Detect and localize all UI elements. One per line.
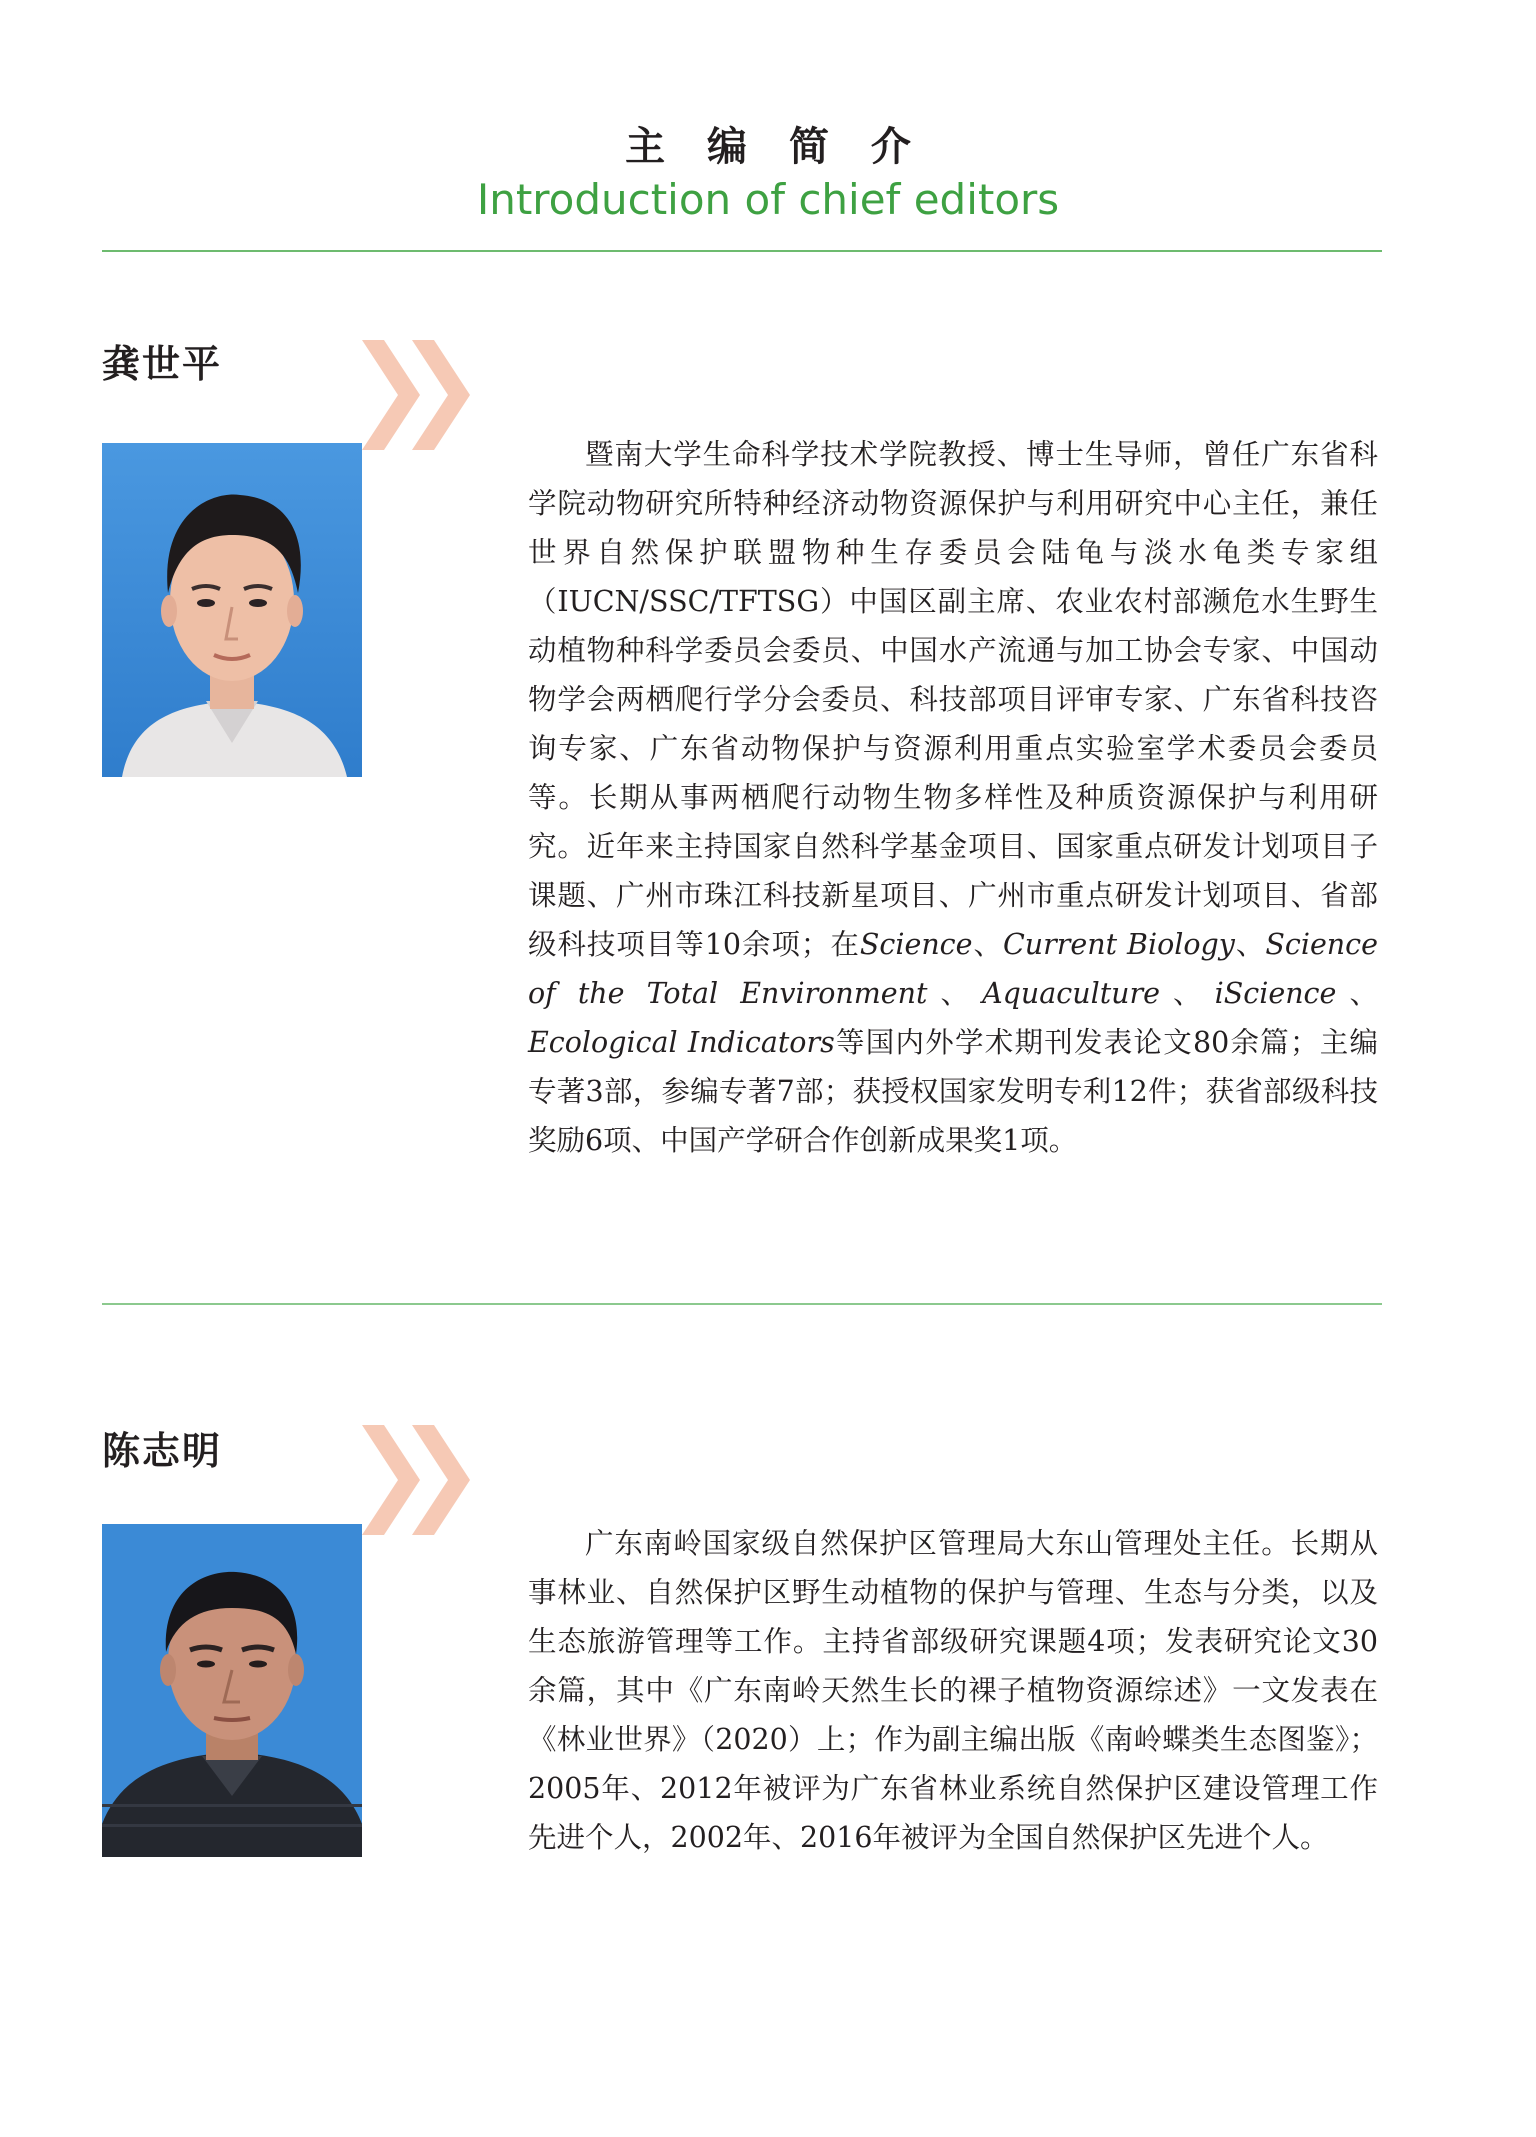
header-divider xyxy=(102,250,1382,252)
bio-text: 、 xyxy=(1160,977,1215,1010)
editor-name: 陈志明 xyxy=(102,1428,223,1473)
editor-bio xyxy=(528,430,1378,1165)
editor-photo xyxy=(102,1524,362,1857)
bio-text: 、 xyxy=(1336,977,1378,1010)
bio-text: 、 xyxy=(1234,928,1266,961)
editor-photo xyxy=(102,443,362,777)
editor-name: 龚世平 xyxy=(102,341,223,386)
editor-bio xyxy=(528,1519,1378,1862)
bio-text: 等国内外学术期刊发表论文80余篇；主编专著3部，参编专著7部；获授权国家发明专利12件；获省部级科技奖励6项、中国产学研合作创新成果奖1项。 xyxy=(528,1026,1378,1157)
bio-text: 暨南大学生命科学技术学院教授、博士生导师，曾任广东省科学院动物研究所特种经济动物资源保护与利用研究中心主任，兼任世界自然保护联盟物种生存委员会陆龟与淡水龟类专家组（IUCN/SSC/TFTSG）中国区副主席、农业农村部濒危水生野生动植物种科学委员会委员、中国水产流通与加工协会专家、中国动物学会两栖爬行学分会委员、科技部项目评审专家、广东省科技咨询专家、广东省动物保护与资源利用重点实验室学术委员会委员等。长期从事两栖爬行动物生物多样性及种质资源保护与利用研究。近年来主持国家自然科学基金项目、国家重点研发计划项目子课题、广州市珠江科技新星项目、广州市重点研发计划项目、省部级科技项目等10余项；在 xyxy=(528,438,1378,961)
bio-text: 广东南岭国家级自然保护区管理局大东山管理处主任。长期从事林业、自然保护区野生动植物的保护与管理、生态与分类，以及生态旅游管理等工作。主持省部级研究课题4项；发表研究论文30余篇，其中《广东南岭天然生长的裸子植物资源综述》一文发表在《林业世界》（2020）上；作为副主编出版《南岭蝶类生态图鉴》；2005年、2012年被评为广东省林业系统自然保护区建设管理工作先进个人，2002年、2016年被评为全国自然保护区先进个人。 xyxy=(528,1527,1378,1854)
journal-name: Current Biology xyxy=(1002,928,1235,961)
bio-text: 、 xyxy=(972,928,1003,961)
chevron-double-icon xyxy=(362,340,482,450)
journal-name: Aquaculture xyxy=(982,977,1160,1010)
chevron-double-icon xyxy=(362,1425,482,1535)
page-header xyxy=(0,120,1536,226)
journal-name: iScience xyxy=(1214,977,1337,1010)
page-title: 主 编 简 介 xyxy=(625,124,925,170)
journal-name: Science xyxy=(859,928,973,961)
bio-text: 、 xyxy=(927,977,983,1010)
journal-name: Ecological Indicators xyxy=(528,1026,835,1059)
section-divider xyxy=(102,1303,1382,1305)
journal-name: Science of the Total Environment xyxy=(528,928,1378,1010)
page-subtitle: Introduction of chief editors xyxy=(476,175,1060,224)
